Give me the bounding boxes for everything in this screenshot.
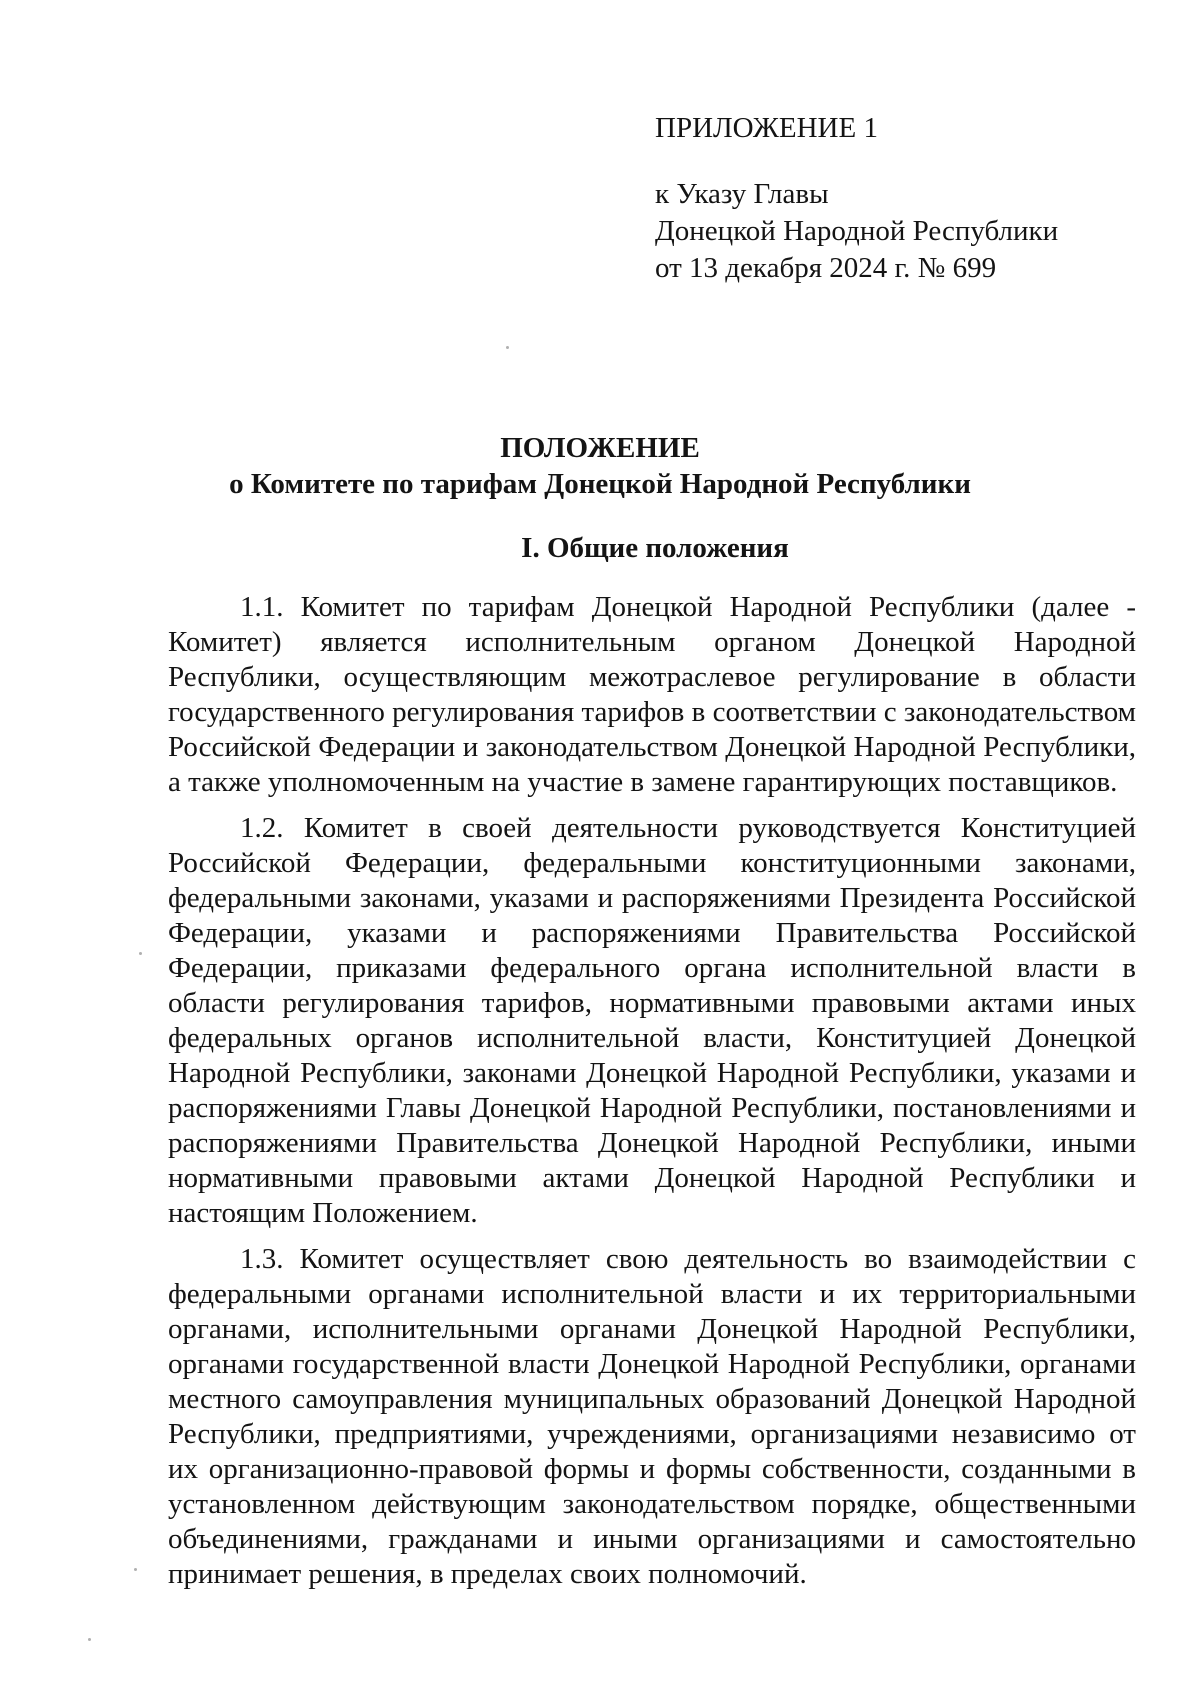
appendix-heading: ПРИЛОЖЕНИЕ 1 — [655, 112, 878, 144]
scan-speck — [139, 952, 142, 955]
appendix-line-date: от 13 декабря 2024 г. № 699 — [655, 252, 997, 284]
appendix-block — [655, 110, 1058, 287]
scan-speck — [506, 346, 509, 349]
scan-speck — [88, 1638, 91, 1641]
appendix-line-republic: Донецкой Народной Республики — [655, 215, 1059, 247]
paragraph-1-2: 1.2. Комитет в своей деятельности руководствуется Конституцией Российской Федерации, федеральными конституционными законами, федеральными законами, указами и распоряжениями Президента Российской Федерации, указами и распоряжениями Правительства Российской Федерации, приказами федерального органа исполнительной власти в области регулирования тарифов, нормативными правовыми актами иных федеральных органов исполнительной власти, Конституцией Донецкой Народной Республики, законами Донецкой Народной Республики, указами и распоряжениями Главы Донецкой Народной Республики, постановлениями и распоряжениями Правительства Донецкой Народной Республики, иными нормативными правовыми актами Донецкой Народной Республики и настоящим Положением. — [168, 812, 1136, 1229]
section-heading: I. Общие положения — [521, 532, 789, 564]
paragraph-1-3: 1.3. Комитет осуществляет свою деятельность во взаимодействии с федеральными органами исполнительной власти и их территориальными органами, исполнительными органами Донецкой Народной Республики, органами государственной власти Донецкой Народной Республики, органами местного самоуправления муниципальных образований Донецкой Народной Республики, предприятиями, учреждениями, организациями независимо от их организационно-правовой формы и формы собственности, созданными в установленном действующим законодательством порядке, общественными объединениями, гражданами и иными организациями и самостоятельно принимает решения, в пределах своих полномочий. — [168, 1243, 1136, 1590]
appendix-line-decree: к Указу Главы — [655, 178, 829, 210]
document-title — [0, 430, 1200, 502]
section-body — [168, 590, 1136, 1603]
scan-speck — [134, 1568, 137, 1571]
paragraph-1-1: 1.1. Комитет по тарифам Донецкой Народной Республики (далее - Комитет) является исполнительным органом Донецкой Народной Республики, осуществляющим межотраслевое регулирование в области государственного регулирования тарифов в соответствии с законодательством Российской Федерации и законодательством Донецкой Народной Республики, а также уполномоченным на участие в замене гарантирующих поставщиков. — [168, 591, 1136, 798]
title-main: ПОЛОЖЕНИЕ — [500, 432, 700, 464]
title-sub: о Комитете по тарифам Донецкой Народной Республики — [229, 468, 971, 500]
